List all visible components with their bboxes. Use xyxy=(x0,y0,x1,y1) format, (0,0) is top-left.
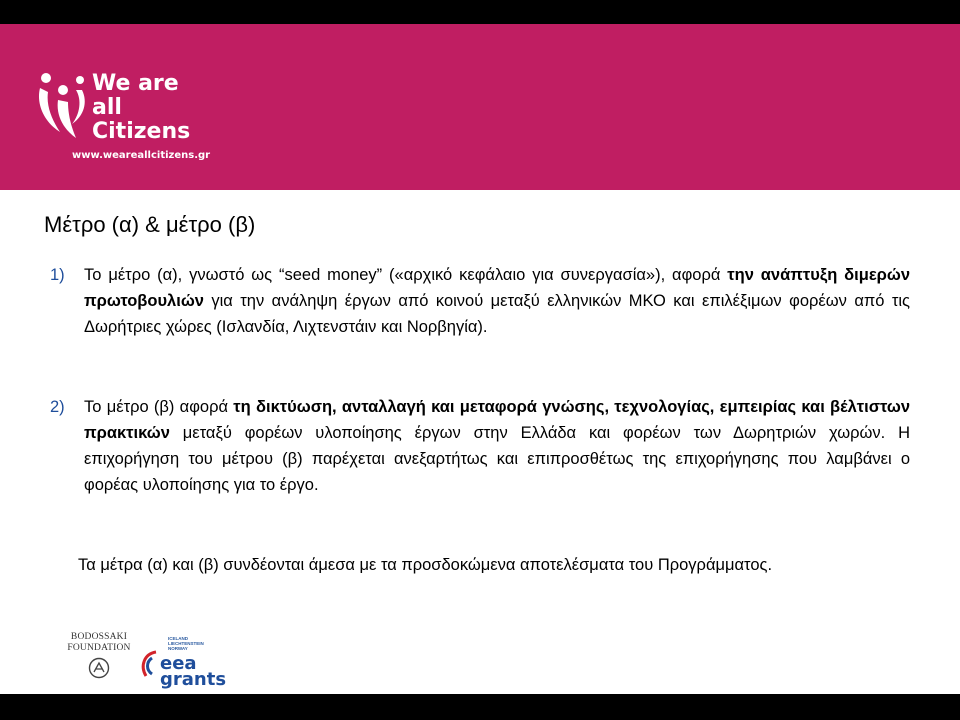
bodossaki-emblem-icon xyxy=(88,657,110,679)
item-text: Το μέτρο (β) αφορά τη δικτύωση, ανταλλαγή και μεταφορά γνώσης, τεχνολογίας, εμπειρίας και βέλτιστων πρακτικών μεταξύ φορέων υλοποίησης έργων στην Ελλάδα και φορέων των Δωρητριών χωρών. Η επιχορήγηση του μέτρου (β) παρέχεται ανεξαρτήτως και επιπροσθέτως της επιχορήγησης που λαμβάνει ο φορέας υλοποίησης για το έργο. xyxy=(84,398,910,494)
slide-title: Μέτρο (α) & μέτρο (β) xyxy=(44,212,256,237)
list-item xyxy=(50,262,910,340)
list-item xyxy=(50,394,910,498)
item-number: 1) xyxy=(50,266,65,284)
summary-note: Τα μέτρα (α) και (β) συνδέονται άμεσα με τα προσδοκώμενα αποτελέσματα του Προγράμματος. xyxy=(78,556,773,574)
logo-url: www.weareallcitizens.gr xyxy=(72,150,211,161)
logo-text: We are all Citizens xyxy=(92,71,191,144)
bodossaki-foundation-logo: BODOSSAKI FOUNDATION xyxy=(66,632,132,679)
eea-swoosh-icon xyxy=(138,646,162,686)
people-figures-icon xyxy=(36,70,90,142)
eea-grants-logo xyxy=(138,636,228,694)
item-number: 2) xyxy=(50,398,65,416)
header-banner xyxy=(0,24,960,190)
eea-countries: ICELAND LIECHTENSTEIN NORWAY xyxy=(168,636,204,651)
slide xyxy=(0,24,960,694)
eea-grants-wordmark: eea grants xyxy=(160,653,227,690)
we-are-all-citizens-logo xyxy=(36,64,216,174)
item-text: Το μέτρο (α), γνωστό ως “seed money” («αρχικό κεφάλαιο για συνεργασία»), αφορά την ανάπτυξη διμερών πρωτοβουλιών για την ανάληψη έργων από κοινού μεταξύ ελληνικών ΜΚΟ και επιλέξιμων φορέων από τις Δωρήτριες χώρες (Ισλανδία, Λιχτενστάιν και Νορβηγία). xyxy=(84,266,910,336)
